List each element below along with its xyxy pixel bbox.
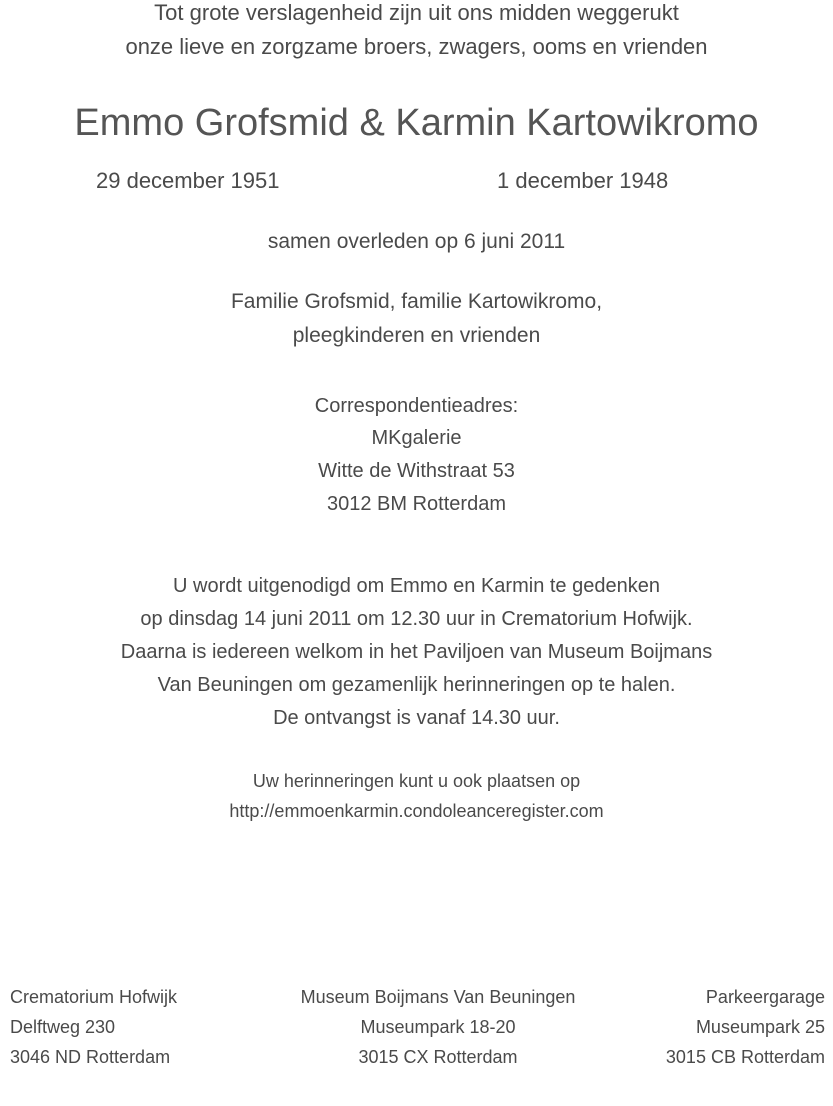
family-line-2: pleegkinderen en vrienden xyxy=(292,324,541,347)
correspondence-name: MKgalerie xyxy=(371,427,462,449)
correspondence-street: Witte de Withstraat 53 xyxy=(318,460,515,482)
invitation-line-2: op dinsdag 14 juni 2011 om 12.30 uur in Crematorium Hofwijk. xyxy=(140,608,693,630)
invitation-line-4: Van Beuningen om gezamenlijk herinneringen op te halen. xyxy=(157,674,676,696)
address-museum xyxy=(250,982,626,1072)
family-line-1: Familie Grofsmid, familie Kartowikromo, xyxy=(230,290,603,313)
address-museum-street: Museumpark 18-20 xyxy=(360,1017,516,1037)
invitation-line-3: Daarna is iedereen welkom in het Paviljoen van Museum Boijmans xyxy=(120,641,713,663)
address-parking xyxy=(666,982,825,1072)
deceased-names: Emmo Grofsmid & Karmin Kartowikromo xyxy=(74,102,759,144)
address-crematorium xyxy=(10,982,177,1072)
address-parking-street: Museumpark 25 xyxy=(695,1017,825,1037)
birthdate-emmo: 29 december 1951 xyxy=(96,168,280,193)
correspondence-city: 3012 BM Rotterdam xyxy=(327,493,506,515)
address-crematorium-street: Delftweg 230 xyxy=(10,1017,116,1037)
deceased-date: samen overleden op 6 juni 2011 xyxy=(267,230,566,253)
address-parking-name: Parkeergarage xyxy=(705,987,825,1007)
condolence-url[interactable]: http://emmoenkarmin.condoleanceregister.com xyxy=(229,801,604,821)
address-parking-city: 3015 CB Rotterdam xyxy=(665,1047,825,1067)
intro-line-2: onze lieve en zorgzame broers, zwagers, ooms en vrienden xyxy=(125,34,708,59)
condolence-text: Uw herinneringen kunt u ook plaatsen op xyxy=(252,771,581,791)
address-museum-city: 3015 CX Rotterdam xyxy=(358,1047,518,1067)
invitation-line-5: De ontvangst is vanaf 14.30 uur. xyxy=(273,707,560,729)
correspondence-label: Correspondentieadres: xyxy=(314,395,519,417)
invitation-line-1: U wordt uitgenodigd om Emmo en Karmin te gedenken xyxy=(173,575,660,597)
intro-line-1: Tot grote verslagenheid zijn uit ons midden weggerukt xyxy=(154,0,679,25)
birthdate-karmin: 1 december 1948 xyxy=(497,168,669,193)
address-museum-name: Museum Boijmans Van Beuningen xyxy=(300,987,576,1007)
address-crematorium-name: Crematorium Hofwijk xyxy=(10,987,178,1007)
address-crematorium-city: 3046 ND Rotterdam xyxy=(10,1047,171,1067)
